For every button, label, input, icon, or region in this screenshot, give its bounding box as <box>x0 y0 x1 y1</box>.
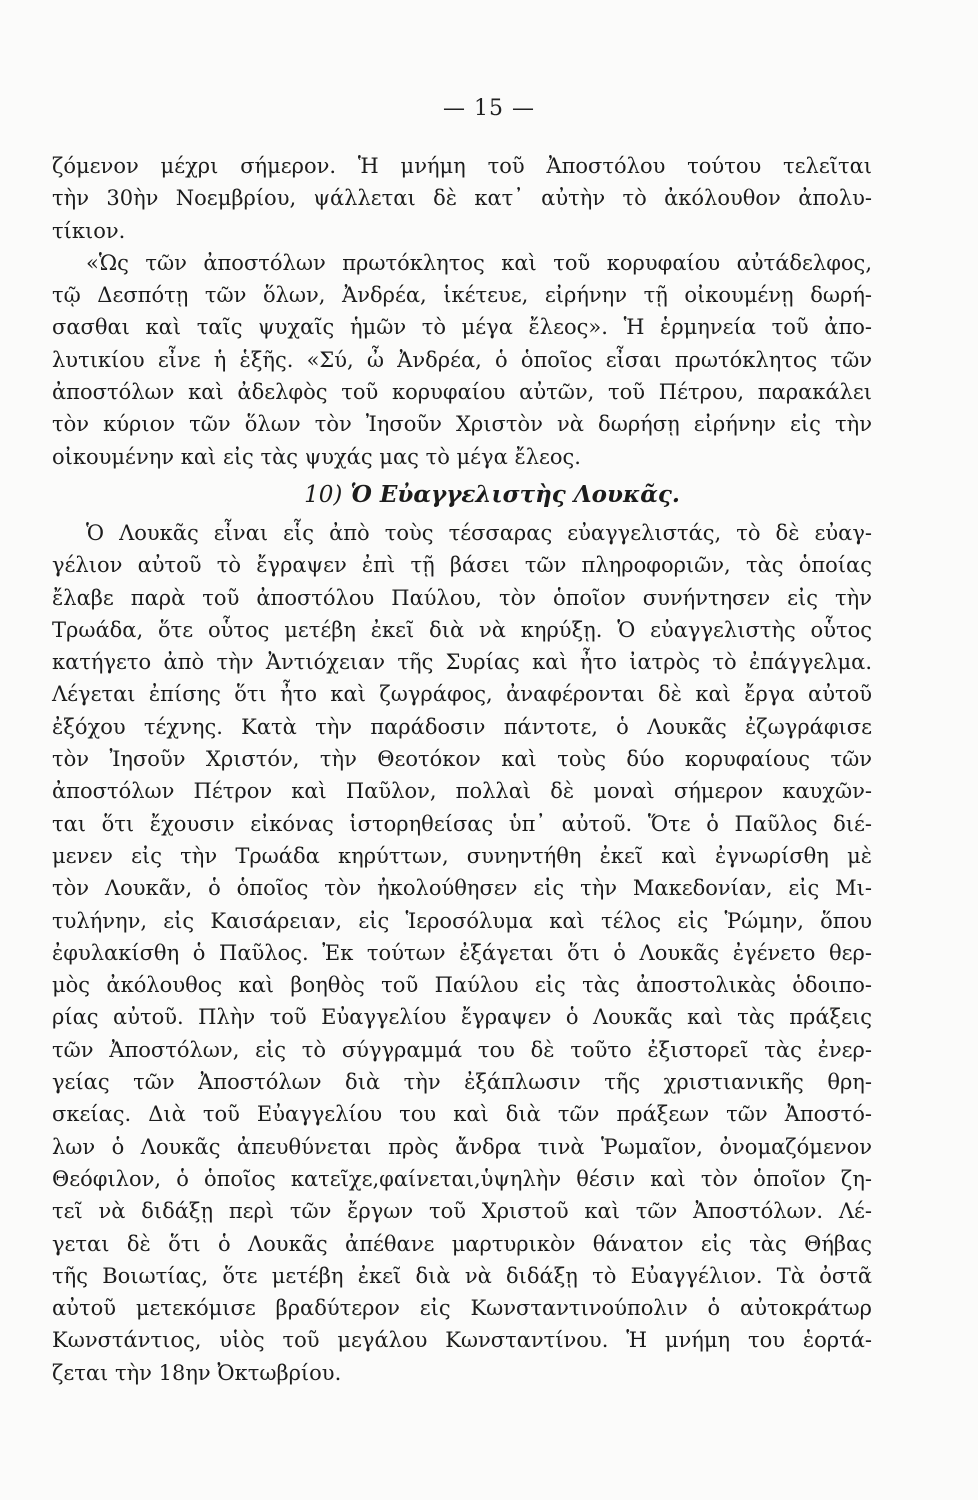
text-line: ζεται τὴν 18ην Ὀκτωβρίου. <box>52 1360 342 1385</box>
body-text <box>52 150 872 1389</box>
text-line: τὸν κύριον τῶν ὅλων τὸν Ἰησοῦν Χριστὸν νὰ δωρήσῃ εἰρήνην εἰς τὴν <box>52 412 872 437</box>
text-line: τῆς Βοιωτίας, ὅτε μετέβη ἐκεῖ διὰ νὰ διδάξῃ τὸ Εὐαγγέλιον. Τὰ ὀστᾶ <box>52 1263 872 1288</box>
text-line: μὸς ἀκόλουθος καὶ βοηθὸς τοῦ Παύλου εἰς τὰς ἀποστολικὰς ὁδοιπο- <box>52 973 872 998</box>
text-line: τῷ Δεσπότῃ τῶν ὅλων, Ἀνδρέα, ἱκέτευε, εἰρήνην τῇ οἰκουμένῃ δωρή- <box>52 283 872 308</box>
text-line: ἐφυλακίσθη ὁ Παῦλος. Ἐκ τούτων ἐξάγεται ὅτι ὁ Λουκᾶς ἐγένετο θερ- <box>52 940 872 965</box>
text-line: ἔλαβε παρὰ τοῦ ἀποστόλου Παύλου, τὸν ὁποῖον συνήντησεν εἰς τὴν <box>52 585 872 610</box>
text-line: Ὁ Λουκᾶς εἶναι εἷς ἀπὸ τοὺς τέσσαρας εὐαγγελιστάς, τὸ δὲ εὐαγ- <box>86 520 872 545</box>
text-line: λων ὁ Λουκᾶς ἀπευθύνεται πρὸς ἄνδρα τινὰ Ῥωμαῖον, ὀνομαζόμενον <box>52 1134 872 1159</box>
text-line: Λέγεται ἐπίσης ὅτι ἦτο καὶ ζωγράφος, ἀναφέρονται δὲ καὶ ἔργα αὐτοῦ <box>52 682 872 707</box>
section-number: 10) <box>304 481 343 508</box>
section-title: Ὁ Εὐαγγελιστὴς Λουκᾶς. <box>350 480 680 508</box>
text-line: Τρωάδα, ὅτε οὗτος μετέβη ἐκεῖ διὰ νὰ κηρύξῃ. Ὁ εὐαγγελιστὴς οὗτος <box>52 617 872 642</box>
text-line: γείας τῶν Ἀποστόλων διὰ τὴν ἐξάπλωσιν τῆς χριστιανικῆς θρη- <box>52 1070 872 1095</box>
text-line: αὐτοῦ μετεκόμισε βραδύτερον εἰς Κωνσταντινούπολιν ὁ αὐτοκράτωρ <box>52 1296 872 1321</box>
text-line: ἐξόχου τέχνης. Κατὰ τὴν παράδοσιν πάντοτε, ὁ Λουκᾶς ἐζωγράφισε <box>52 714 872 739</box>
text-line: γεται δὲ ὅτι ὁ Λουκᾶς ἀπέθανε μαρτυρικὸν θάνατον εἰς τὰς Θήβας <box>52 1231 872 1256</box>
text-line: ἀποστόλων Πέτρον καὶ Παῦλον, πολλαὶ δὲ μοναὶ σήμερον καυχῶν- <box>52 779 872 804</box>
text-line: κατήγετο ἀπὸ τὴν Ἀντιόχειαν τῆς Συρίας καὶ ἦτο ἰατρὸς τὸ ἐπάγγελμα. <box>52 650 872 675</box>
section-heading <box>52 473 872 517</box>
text-line: σκείας. Διὰ τοῦ Εὐαγγελίου του καὶ διὰ τῶν πράξεων τῶν Ἀποστό- <box>52 1102 872 1127</box>
text-line: τὴν 30ὴν Νοεμβρίου, ψάλλεται δὲ κατ᾽ αὐτὴν τὸ ἀκόλουθον ἀπολυ- <box>52 186 872 211</box>
text-line: σασθαι καὶ ταῖς ψυχαῖς ἡμῶν τὸ μέγα ἔλεος». Ἡ ἑρμηνεία τοῦ ἀπο- <box>52 315 872 340</box>
text-line: ἀποστόλων καὶ ἀδελφὸς τοῦ κορυφαίου αὐτῶν, τοῦ Πέτρου, παρακάλει <box>52 380 872 405</box>
text-line: ζόμενον μέχρι σήμερον. Ἡ μνήμη τοῦ Ἀποστόλου τούτου τελεῖται <box>52 154 872 178</box>
text-line: μενεν εἰς τὴν Τρωάδα κηρύττων, συνηντήθη ἐκεῖ καὶ ἐγνωρίσθη μὲ <box>52 843 872 868</box>
text-line: ρίας αὐτοῦ. Πλὴν τοῦ Εὐαγγελίου ἔγραψεν ὁ Λουκᾶς καὶ τὰς πράξεις <box>52 1005 872 1030</box>
text-line: τίκιον. <box>52 218 126 243</box>
text-line: τὸν Λουκᾶν, ὁ ὁποῖος τὸν ἠκολούθησεν εἰς τὴν Μακεδονίαν, εἰς Μι- <box>52 876 872 901</box>
text-line: τῶν Ἀποστόλων, εἰς τὸ σύγγραμμά του δὲ τοῦτο ἐξιστορεῖ τὰς ἐνερ- <box>52 1037 872 1062</box>
text-line: γέλιον αὐτοῦ τὸ ἔγραψεν ἐπὶ τῇ βάσει τῶν πληροφοριῶν, τὰς ὁποίας <box>52 553 872 578</box>
text-line: Θεόφιλον, ὁ ὁποῖος κατεῖχε,φαίνεται,ὑψηλὴν θέσιν καὶ τὸν ὁποῖον ζη- <box>52 1166 872 1191</box>
text-line: τὸν Ἰησοῦν Χριστόν, τὴν Θεοτόκον καὶ τοὺς δύο κορυφαίους τῶν <box>52 747 872 772</box>
text-line: Κωνστάντιος, υἱὸς τοῦ μεγάλου Κωνσταντίνου. Ἡ μνήμη του ἑορτά- <box>52 1328 872 1353</box>
text-line: τεῖ νὰ διδάξῃ περὶ τῶν ἔργων τοῦ Χριστοῦ καὶ τῶν Ἀποστόλων. Λέ- <box>52 1199 872 1224</box>
text-line: τυλήνην, εἰς Καισάρειαν, εἰς Ἱεροσόλυμα καὶ τέλος εἰς Ῥώμην, ὅπου <box>52 908 872 933</box>
text-line: ται ὅτι ἔχουσιν εἰκόνας ἱστορηθείσας ὑπ᾽ αὐτοῦ. Ὅτε ὁ Παῦλος διέ- <box>52 811 872 836</box>
text-line: λυτικίου εἶνε ἡ ἑξῆς. «Σύ, ὦ Ἀνδρέα, ὁ ὁποῖος εἶσαι πρωτόκλητος τῶν <box>52 347 872 372</box>
text-line: «Ὡς τῶν ἀποστόλων πρωτόκλητος καὶ τοῦ κορυφαίου αὐτάδελφος, <box>86 250 872 275</box>
text-line: οἰκουμένην καὶ εἰς τὰς ψυχάς μας τὸ μέγα ἔλεος. <box>52 444 581 469</box>
page-number: — 15 — <box>443 96 535 121</box>
